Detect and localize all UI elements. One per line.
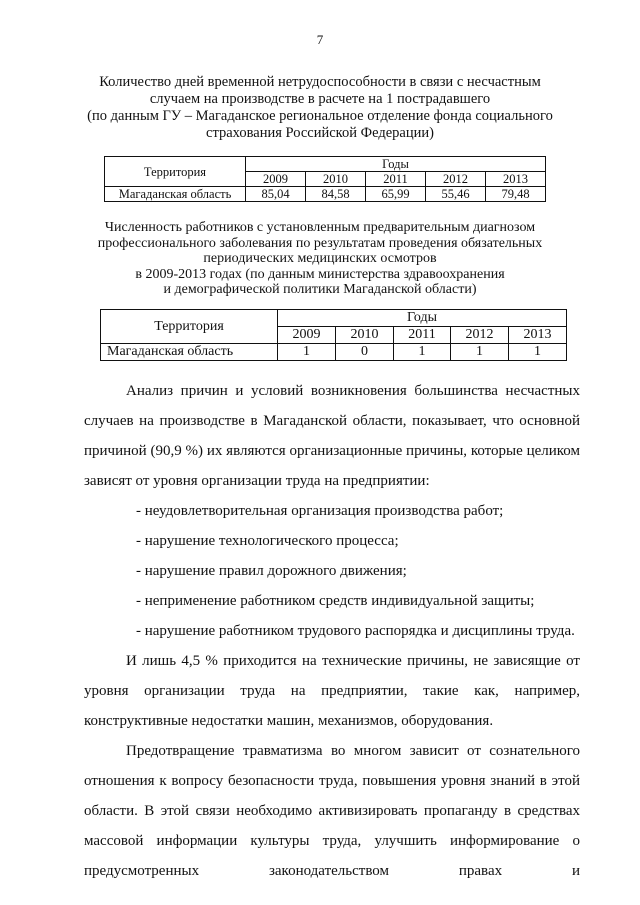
value-cell: 84,58 <box>306 187 366 202</box>
page-number: 7 <box>316 32 324 47</box>
sick-days-table <box>104 156 546 202</box>
table1-title-line: (по данным ГУ – Магаданское региональное отделение фонда социального <box>87 108 553 124</box>
technical-causes-paragraph: И лишь 4,5 % приходится на технические причины, не зависящие от уровня организации труда на предприятии, такие как, например, конструктивные недостатки машин, механизмов, оборудования. <box>84 653 580 729</box>
years-header: Годы <box>246 157 546 172</box>
table2-title-line: профессионального заболевания по результатам проведения обязательных <box>97 235 543 251</box>
territory-header: Территория <box>105 157 246 187</box>
body-text <box>84 376 580 886</box>
year-cell: 2009 <box>246 172 306 187</box>
table1-title-line: страхования Российской Федерации) <box>206 125 434 141</box>
value-cell: 0 <box>336 344 394 361</box>
intro-paragraph: Анализ причин и условий возникновения большинства несчастных случаев на производстве в Магаданской области, показывает, что основной причиной (90,9 %) их являются организационные причины, которые целиком зависят от уровня организации труда на предприятии: <box>84 383 580 489</box>
table2-title <box>60 220 580 298</box>
prevention-paragraph: Предотвращение травматизма во многом зависит от сознательного отношения к вопросу безопасности труда, повышения уровня знаний в этой области. В этой связи необходимо активизировать пропаганду в средствах массовой информации культуры труда, улучшить информирование о предусмотренных законодательством правах и <box>84 743 580 879</box>
value-cell: 65,99 <box>366 187 426 202</box>
table2-title-line: и демографической политики Магаданской области) <box>163 282 477 297</box>
year-cell: 2010 <box>336 327 394 344</box>
value-cell: 1 <box>450 344 508 361</box>
list-item: - неприменение работником средств индивидуальной защиты; <box>136 593 535 609</box>
list-item: - нарушение технологического процесса; <box>136 533 399 549</box>
value-cell: 1 <box>278 344 336 361</box>
value-cell: 1 <box>508 344 566 361</box>
year-cell: 2012 <box>426 172 486 187</box>
year-cell: 2012 <box>450 327 508 344</box>
year-cell: 2013 <box>508 327 566 344</box>
list-item: - нарушение работником трудового распорядка и дисциплины труда. <box>136 623 575 639</box>
value-cell: 85,04 <box>246 187 306 202</box>
value-cell: 79,48 <box>486 187 546 202</box>
occupational-disease-table <box>100 309 567 361</box>
value-cell: 1 <box>394 344 451 361</box>
years-header: Годы <box>278 310 567 327</box>
row-label: Магаданская область <box>101 344 278 361</box>
table2-title-line: периодических медицинских осмотров <box>203 251 437 266</box>
table1-title-line: Количество дней временной нетрудоспособности в связи с несчастным <box>99 74 541 90</box>
list-item: - неудовлетворительная организация производства работ; <box>136 503 504 519</box>
value-cell: 55,46 <box>426 187 486 202</box>
year-cell: 2013 <box>486 172 546 187</box>
row-label: Магаданская область <box>105 187 246 202</box>
table1-title-line: случаем на производстве в расчете на 1 пострадавшего <box>149 91 491 107</box>
year-cell: 2009 <box>278 327 336 344</box>
table1-title <box>60 74 580 142</box>
territory-header: Территория <box>101 310 278 344</box>
year-cell: 2011 <box>394 327 451 344</box>
table2-title-line: в 2009-2013 годах (по данным министерства здравоохранения <box>135 266 505 282</box>
table2-title-line: Численность работников с установленным предварительным диагнозом <box>104 220 536 235</box>
list-item: - нарушение правил дорожного движения; <box>136 563 407 579</box>
year-cell: 2010 <box>306 172 366 187</box>
year-cell: 2011 <box>366 172 426 187</box>
